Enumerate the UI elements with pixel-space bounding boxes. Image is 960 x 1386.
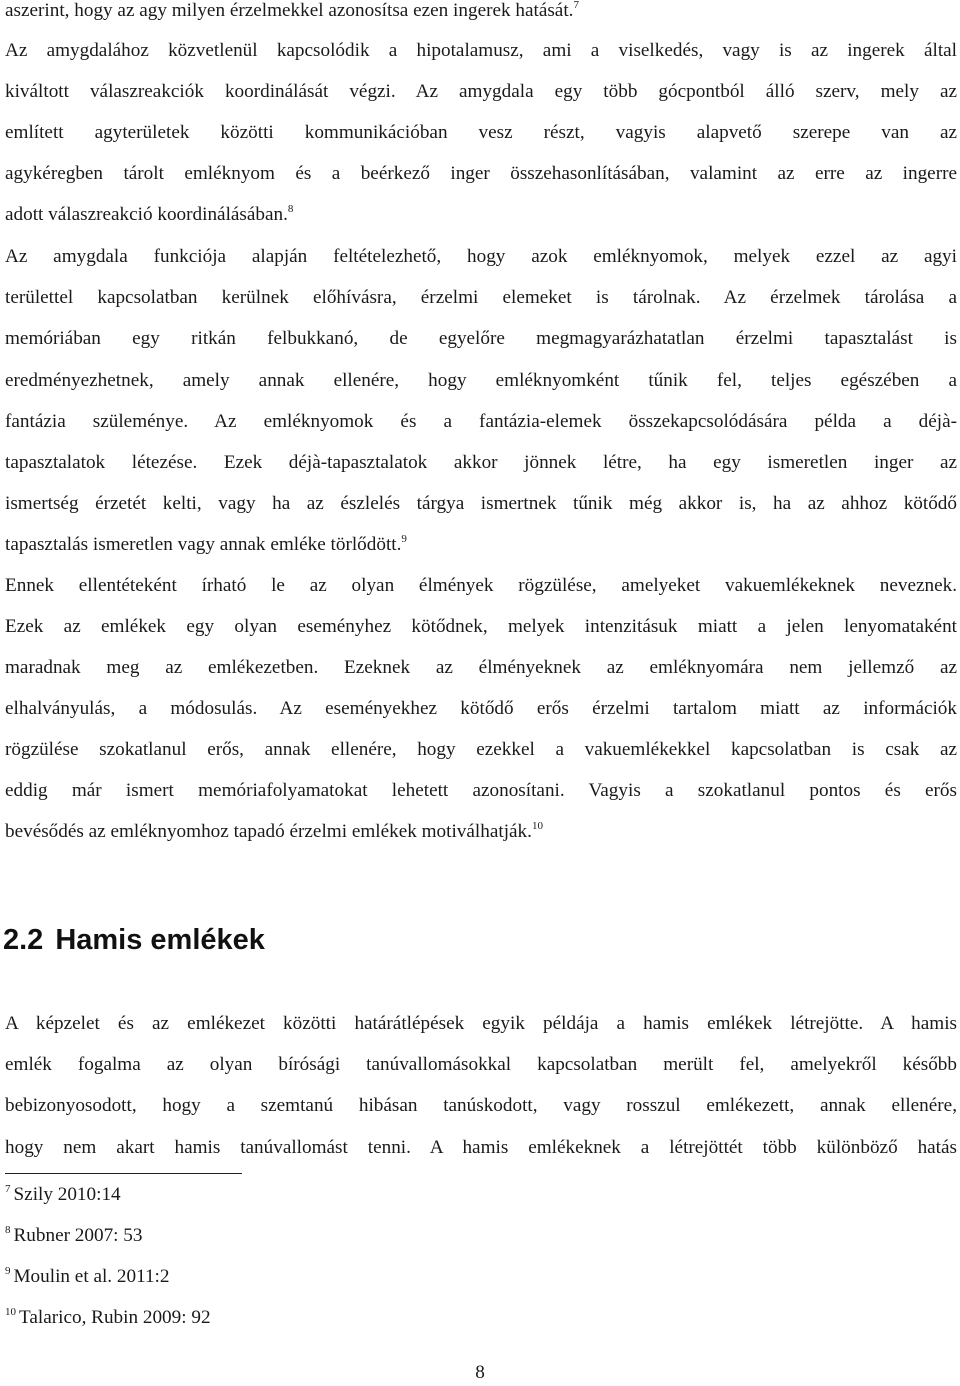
- text-line: eddig már ismert memóriafolyamatokat lehetett azonosítani. Vagyis a szokatlanul pontos és erős: [5, 780, 957, 801]
- text-line: maradnak meg az emlékezetben. Ezeknek az élményeknek az emléknyomára nem jellemző az: [5, 657, 957, 678]
- text-line: tapasztalatok létezése. Ezek déjà-tapasztalatok akkor jönnek létre, ha egy ismeretlen inger az: [5, 452, 957, 473]
- text-line: emlék fogalma az olyan bírósági tanúvallomásokkal kapcsolatban merült fel, amelyekről később: [5, 1054, 957, 1075]
- section-heading: [3, 918, 265, 962]
- section-title: Hamis emlékek: [55, 924, 265, 956]
- footnote-text: Rubner 2007: 53: [13, 1225, 143, 1246]
- footnote-ref: 10: [531, 820, 543, 832]
- text-line: agykéregben tárolt emléknyom és a beérkező inger összehasonlításában, valamint az erre az ingerre: [5, 163, 957, 184]
- text-line: memóriában egy ritkán felbukkanó, de egyelőre megmagyarázhatatlan érzelmi tapasztalást is: [5, 328, 957, 349]
- footnote-ref: 7: [573, 0, 579, 11]
- text-line: aszerint, hogy az agy milyen érzelmekkel azonosítsa ezen ingerek hatását.$^7$: [5, 0, 579, 21]
- text-line: fantázia szüleménye. Az emléknyomok és a fantázia-elemek összekapcsolódására példa a déjà-: [5, 411, 957, 432]
- text-line: említett agyterületek közötti kommunikációban vesz részt, vagyis alapvető szerepe van az: [5, 122, 957, 143]
- text-line: bevésődés az emléknyomhoz tapadó érzelmi emlékek motiválhatják.$^{10}$: [5, 820, 543, 842]
- text-line: adott válaszreakció koordinálásában.$^8$: [5, 203, 294, 225]
- text-line: bebizonyosodott, hogy a szemtanú hibásan tanúskodott, vagy rosszul emlékezett, annak ellenére,: [5, 1095, 957, 1116]
- footnote-number: 7: [5, 1183, 11, 1195]
- footnote-number: 8: [5, 1224, 11, 1236]
- footnote-text: Talarico, Rubin 2009: 92: [19, 1307, 211, 1328]
- text-line: területtel kapcsolatban kerülnek előhívásra, érzelmi elemeket is tárolnak. Az érzelmek tárolása a: [5, 287, 957, 308]
- footnote-number: 10: [5, 1306, 16, 1318]
- section-number: 2.2: [3, 924, 44, 956]
- text-line: A képzelet és az emlékezet közötti határátlépések egyik példája a hamis emlékek létrejötte. A hamis: [5, 1013, 957, 1034]
- text-line: kiváltott válaszreakciók koordinálását végzi. Az amygdala egy több gócpontból álló szerv, mely az: [5, 81, 957, 102]
- footnote: [5, 1221, 142, 1251]
- footnote-ref: 8: [287, 203, 294, 215]
- text-line: Ezek az emlékek egy olyan eseményhez kötődnek, melyek intenzitásuk miatt a jelen lenyomataként: [5, 616, 957, 637]
- text-line: elhalványulás, a módosulás. Az eseményekhez kötődő erős érzelmi tartalom miatt az információk: [5, 698, 957, 719]
- footnote-text: Moulin et al. 2011:2: [13, 1266, 170, 1287]
- footnote-text: Szily 2010:14: [13, 1184, 121, 1205]
- text-line: eredményezhetnek, amely annak ellenére, hogy emléknyomként tűnik fel, teljes egészében a: [5, 370, 957, 391]
- footnote: [5, 1262, 169, 1292]
- footnote: [5, 1303, 211, 1333]
- page-number: 8: [475, 1362, 485, 1383]
- text-line: ismertség érzetét kelti, vagy ha az észlelés tárgya ismertnek tűnik még akkor is, ha az ahhoz kötődő: [5, 493, 957, 514]
- footnote-ref: 9: [401, 533, 407, 545]
- footnote: [5, 1180, 121, 1210]
- text-line: Az amygdala funkciója alapján feltételezhető, hogy azok emléknyomok, melyek ezzel az agyi: [5, 246, 957, 267]
- text-line: rögzülése szokatlanul erős, annak ellenére, hogy ezekkel a vakuemlékekkel kapcsolatban is csak az: [5, 739, 957, 760]
- footnote-number: 9: [5, 1265, 11, 1277]
- text-line: hogy nem akart hamis tanúvallomást tenni. A hamis emlékeknek a létrejöttét több különböző hatás: [5, 1137, 957, 1158]
- text-line: tapasztalás ismeretlen vagy annak emléke törlődött.$^9$: [5, 533, 407, 555]
- footnote-separator: [5, 1173, 242, 1174]
- text-line: Az amygdalához közvetlenül kapcsolódik a hipotalamusz, ami a viselkedés, vagy is az ingerek által: [5, 40, 957, 61]
- text-line: Ennek ellentéteként írható le az olyan élmények rögzülése, amelyeket vakuemlékeknek neveznek.: [5, 575, 957, 596]
